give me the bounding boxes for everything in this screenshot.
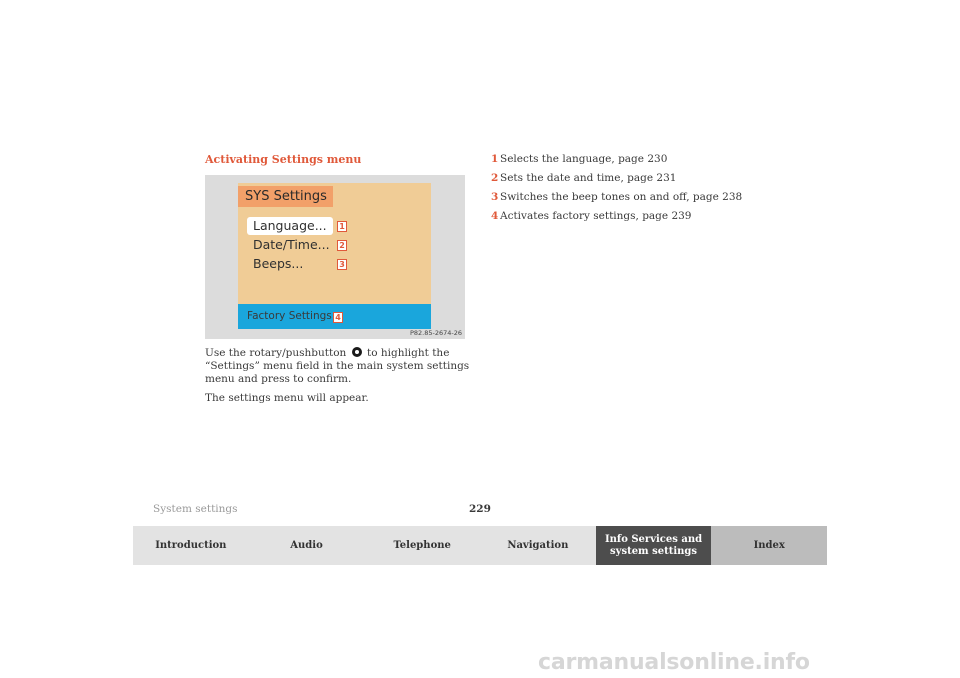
tab-index[interactable]: Index	[711, 526, 827, 565]
list-number: 3	[491, 191, 499, 203]
tab-audio[interactable]: Audio	[249, 526, 365, 565]
list-item	[491, 210, 742, 229]
display-screen	[238, 183, 431, 329]
instruction-line-2: “Settings” menu field in the main system settings	[205, 360, 470, 372]
tab-navigation[interactable]: Navigation	[480, 526, 596, 565]
list-text: Activates factory settings, page 239	[500, 210, 692, 222]
list-text: Selects the language, page 230	[500, 153, 668, 165]
section-heading: Activating Settings menu	[205, 153, 362, 166]
list-text: Switches the beep tones on and off, page 238	[500, 191, 743, 203]
menu-item-date-time: Date/Time...	[253, 237, 330, 252]
tab-introduction[interactable]: Introduction	[133, 526, 249, 565]
result-text: The settings menu will appear.	[205, 392, 369, 404]
tab-info-services-system-settings[interactable]: Info Services and system settings	[596, 526, 712, 565]
callout-legend	[491, 153, 742, 229]
list-item	[491, 191, 742, 210]
screen-title: SYS Settings	[238, 186, 333, 207]
instruction-text-b: to highlight the	[366, 347, 450, 359]
factory-settings-bar	[238, 304, 431, 329]
figure-code: P82.85-2674-26	[409, 329, 462, 337]
list-number: 1	[491, 153, 499, 165]
menu-item-language: Language...	[247, 217, 333, 235]
list-item	[491, 153, 742, 172]
list-number: 4	[491, 210, 499, 222]
callout-2: 2	[337, 240, 347, 251]
callout-3: 3	[337, 259, 347, 270]
factory-settings-label: Factory Settings	[247, 310, 332, 322]
tab-telephone[interactable]: Telephone	[364, 526, 480, 565]
instruction-line-1	[205, 347, 449, 359]
rotary-pushbutton-icon	[352, 347, 362, 357]
instruction-line-3: menu and press to confirm.	[205, 373, 352, 385]
footer-section-label: System settings	[153, 503, 238, 515]
list-item	[491, 172, 742, 191]
list-text: Sets the date and time, page 231	[500, 172, 677, 184]
callout-4: 4	[333, 312, 343, 323]
instruction-text-a: Use the rotary/pushbutton	[205, 347, 347, 359]
menu-item-beeps: Beeps...	[253, 256, 304, 271]
callout-1: 1	[337, 221, 347, 232]
chapter-nav	[133, 526, 827, 565]
watermark: carmanualsonline.info	[538, 650, 810, 675]
list-number: 2	[491, 172, 499, 184]
page-number: 229	[469, 503, 491, 515]
settings-screen-figure	[205, 175, 465, 339]
